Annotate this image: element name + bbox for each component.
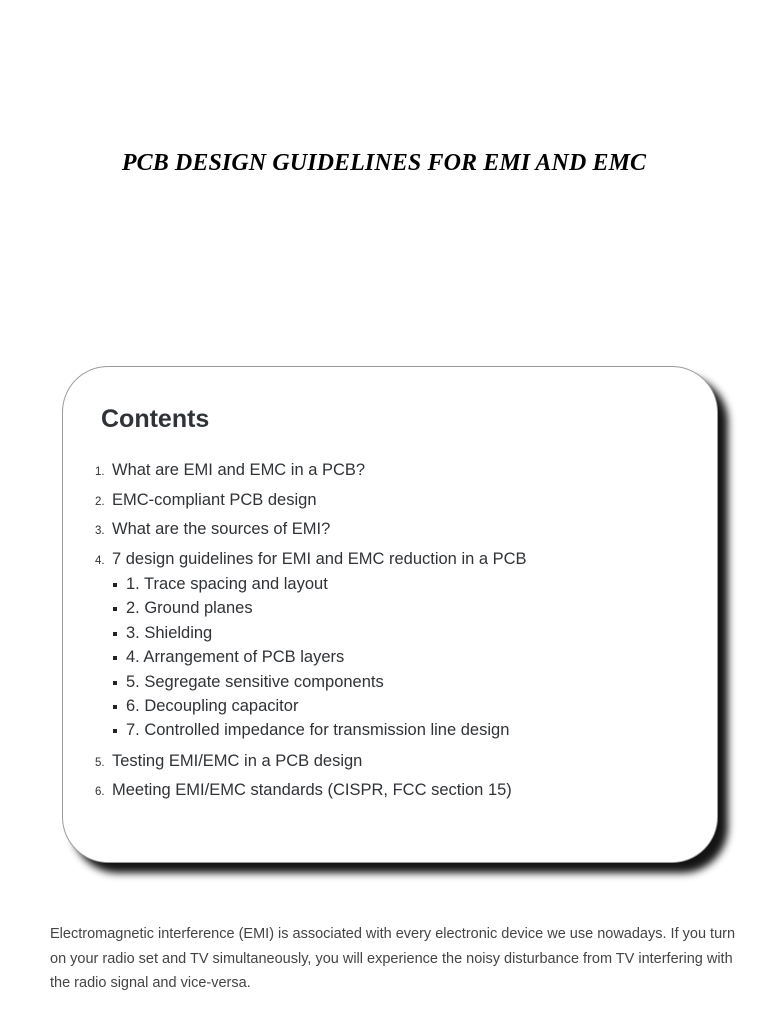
toc-subitem-7[interactable] <box>113 721 527 745</box>
toc-sublist <box>95 575 527 746</box>
square-bullet-icon <box>113 705 117 709</box>
toc-link[interactable]: Meeting EMI/EMC standards (CISPR, FCC section 15) <box>112 781 512 800</box>
toc-link[interactable]: Testing EMI/EMC in a PCB design <box>112 751 363 770</box>
toc-sublink[interactable]: 1. Trace spacing and layout <box>126 575 328 593</box>
toc-number: 3. <box>95 525 105 537</box>
toc-item-3[interactable] <box>95 520 527 550</box>
toc-sublink[interactable]: 2. Ground planes <box>126 599 253 618</box>
contents-list <box>95 461 527 811</box>
toc-item-1[interactable] <box>95 461 527 491</box>
table-of-contents <box>62 366 718 863</box>
toc-link[interactable]: What are EMI and EMC in a PCB? <box>112 461 366 479</box>
toc-link[interactable]: 7 design guidelines for EMI and EMC reduction in a PCB <box>112 549 527 568</box>
toc-subitem-5[interactable] <box>113 673 527 697</box>
square-bullet-icon <box>113 656 117 660</box>
toc-sublink[interactable]: 7. Controlled impedance for transmission line design <box>126 721 510 740</box>
document-title: PCB DESIGN GUIDELINES FOR EMI AND EMC <box>121 150 647 176</box>
toc-subitem-4[interactable] <box>113 648 527 672</box>
toc-subitem-1[interactable] <box>113 575 527 599</box>
toc-subitem-2[interactable] <box>113 599 527 623</box>
toc-number: 4. <box>95 554 105 567</box>
square-bullet-icon <box>113 681 117 685</box>
toc-item-2[interactable] <box>95 491 527 521</box>
toc-sublist-container <box>95 575 527 746</box>
square-bullet-icon <box>113 607 117 611</box>
toc-number: 2. <box>95 495 105 508</box>
toc-sublink[interactable]: 6. Decoupling capacitor <box>126 696 299 715</box>
intro-paragraph: Electromagnetic interference (EMI) is associated with every electronic device we use nowadays. If you turn on your radio set and TV simultaneously, you will experience the noisy disturbance from TV interfering with the radio signal and vice-versa. <box>50 926 736 991</box>
toc-number: 6. <box>95 786 105 799</box>
toc-sublink[interactable]: 4. Arrangement of PCB layers <box>126 648 345 667</box>
square-bullet-icon <box>113 632 117 636</box>
square-bullet-icon <box>113 729 117 733</box>
contents-heading: Contents <box>101 405 210 433</box>
toc-subitem-3[interactable] <box>113 624 527 648</box>
toc-number: 1. <box>95 466 105 478</box>
toc-link[interactable]: EMC-compliant PCB design <box>112 490 317 509</box>
toc-sublink[interactable]: 5. Segregate sensitive components <box>126 672 384 691</box>
square-bullet-icon <box>113 583 117 587</box>
toc-subitem-6[interactable] <box>113 697 527 721</box>
toc-number: 5. <box>95 756 105 769</box>
toc-item-5[interactable] <box>95 752 527 782</box>
toc-item-6[interactable] <box>95 781 527 811</box>
toc-sublink[interactable]: 3. Shielding <box>126 623 213 642</box>
toc-link[interactable]: What are the sources of EMI? <box>112 520 331 538</box>
